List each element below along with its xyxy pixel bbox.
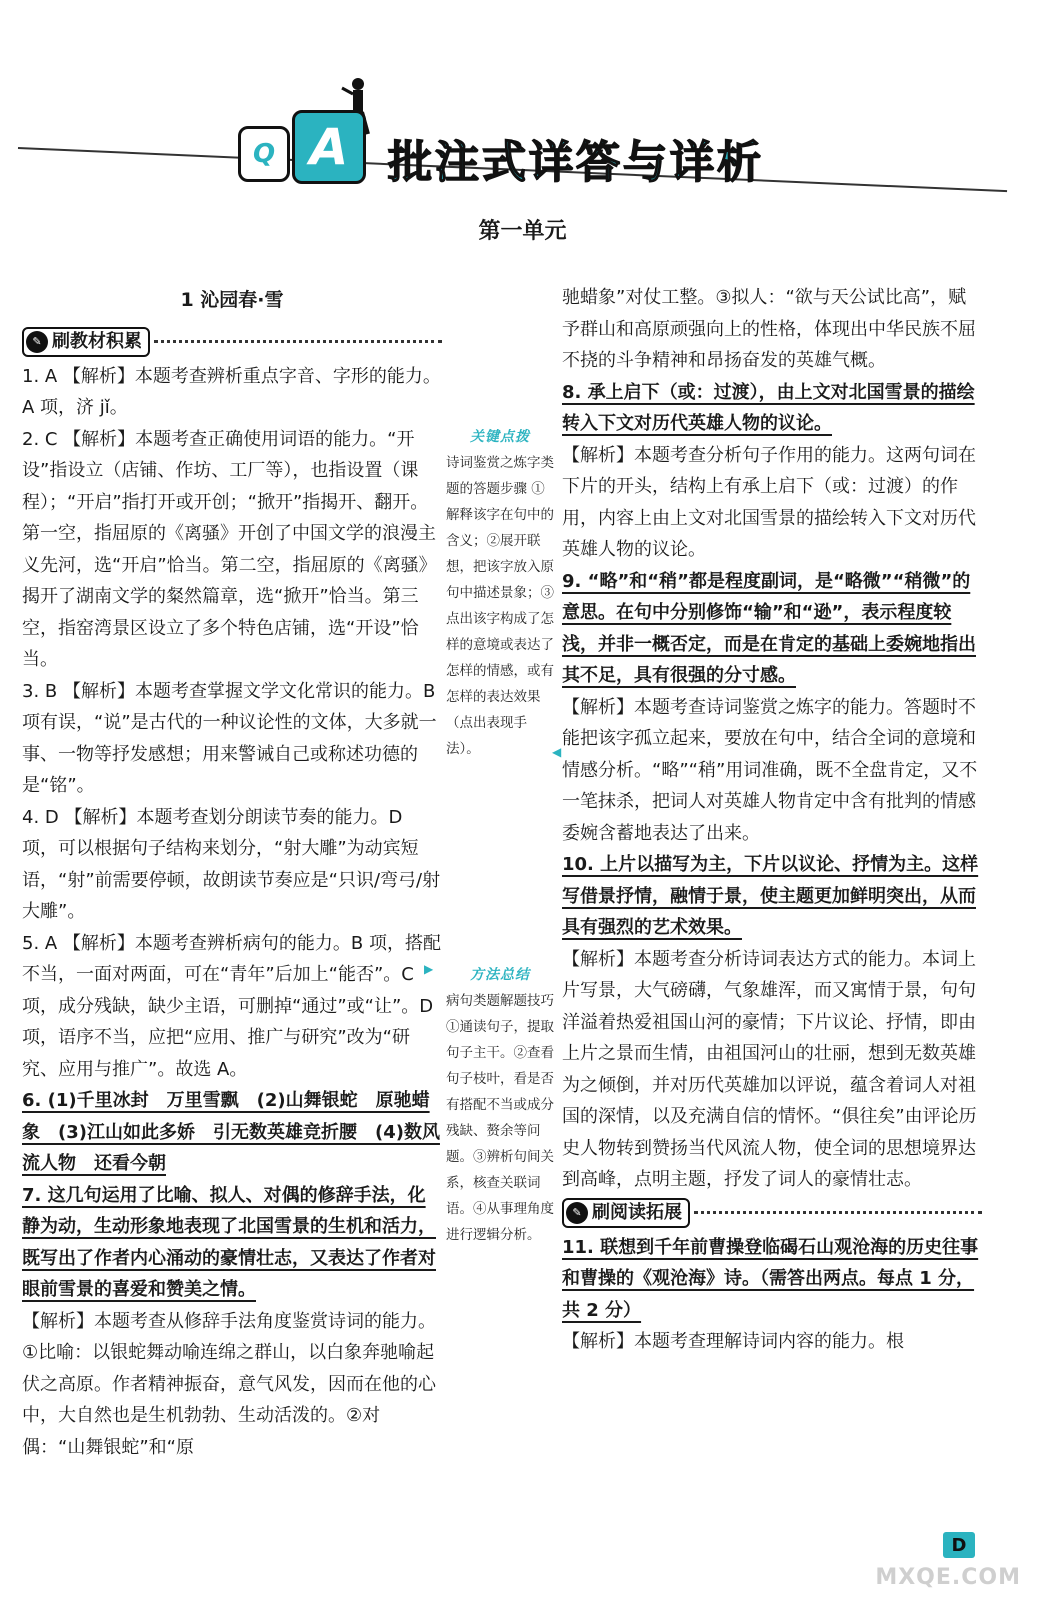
answer-10: 10. 上片以描写为主，下片以议论、抒情为主。这样写借景抒情，融情于景，使主题更加鲜明突出，从而具有强烈的艺术效果。 [562, 854, 979, 938]
analysis-8: 【解析】本题考查分析句子作用的能力。这两句词在下片的开头，结构上有承上启下（或：过渡）的作用，内容上由上文对北国雪景的描绘转入下文对历代英雄人物的议论。 [562, 444, 976, 560]
header-title: 批注式详答与详析 [388, 137, 764, 188]
left-column [22, 285, 442, 1463]
logo-q-bubble: Q [238, 126, 290, 182]
sidenote-key-tips-body: 诗词鉴赏之炼字类题的答题步骤 ①解释该字在句中的含义；②展开联想，把该字放入原句中描述景象；③点出该字构成了怎样的意境或表达了怎样的情感，或有怎样的表达效果（点出表现手法）。 [446, 455, 554, 757]
book-icon: ✎ [26, 331, 48, 353]
pointer-arrow-icon: ▶ [424, 962, 434, 976]
sidenote-key-tips [446, 424, 554, 762]
answer-4: 4. D 【解析】本题考查划分朗读节奏的能力。D 项，可以根据句子结构来划分，“射大雕”为动宾短语，“射”前需要停顿，故朗读节奏应是“只识/弯弓/射大雕”。 [22, 806, 441, 922]
textbook-section-header [22, 325, 442, 359]
answer-5: 5. A 【解析】本题考查辨析病句的能力。B 项，搭配不当，一面对两面，可在“青年”后加上“能否”。C 项，成分残缺，缺少主语，可删掉“通过”或“让”。D 项，语序不当，应把“应用、推广与研究”改为“研究、应用与推广”。故选 A。 [22, 932, 441, 1080]
analysis-7-continued: 驰蜡象”对仗工整。③拟人：“欲与天公试比高”，赋予群山和高原顽强向上的性格，体现出中华民族不屈不挠的斗争精神和昂扬奋发的英雄气概。 [562, 287, 976, 371]
logo-a-bubble: A [292, 110, 366, 184]
reading-section-header [562, 1196, 982, 1230]
page-number: D [943, 1532, 975, 1558]
lesson-title: 1 沁园春·雪 [180, 289, 284, 311]
answer-9: 9. “略”和“稍”都是程度副词，是“略微”“稍微”的意思。在句中分别修饰“输”和“逊”，表示程度较浅，并非一概否定，而是在肯定的基础上委婉地指出其不足，具有很强的分寸感。 [562, 570, 976, 686]
answer-6: 6. (1)千里冰封 万里雪飘 (2)山舞银蛇 原驰蜡象 (3)江山如此多娇 引无数英雄竞折腰 (4)数风流人物 还看今朝 [22, 1090, 440, 1174]
pointer-arrow-icon: ◀ [552, 745, 562, 759]
unit-title: 第一单元 [478, 219, 567, 244]
answer-7: 7. 这几句运用了比喻、拟人、对偶的修辞手法，化静为动，生动形象地表现了北国雪景的生机和活力，既写出了作者内心涌动的豪情壮志，又表达了作者对眼前雪景的喜爱和赞美之情。 [22, 1184, 436, 1300]
reading-badge [562, 1198, 690, 1228]
analysis-11: 【解析】本题考查理解诗词内容的能力。根 [562, 1331, 904, 1352]
analysis-10: 【解析】本题考查分析诗词表达方式的能力。本词上片写景，大气磅礴，气象雄浑，而又寓情于景，句句洋溢着热爱祖国山河的豪情；下片议论、抒情，即由上片之景而生情，由祖国河山的壮丽，想到无数英雄为之倾倒，并对历代英雄加以评说，蕴含着词人对祖国的深情，以及充满自信的情怀。“俱往矣”由评论历史人物转到赞扬当代风流人物，使全词的思想境界达到高峰，点明主题，抒发了词人的豪情壮志。 [562, 948, 977, 1190]
right-column [562, 282, 982, 1358]
answer-2: 2. C 【解析】本题考查正确使用词语的能力。“开设”指设立（店铺、作坊、工厂等），也指设置（课程）；“开启”指打开或开创；“掀开”指揭开、翻开。第一空，指屈原的《离骚》开创了中国文学的浪漫主义先河，选“开启”恰当。第二空，指屈原的《离骚》揭开了湖南文学的粲然篇章，选“掀开”恰当。第三空，指窑湾景区设立了多个特色店铺，选“开设”恰当。 [22, 428, 437, 670]
analysis-9: 【解析】本题考查诗词鉴赏之炼字的能力。答题时不能把该字孤立起来，要放在句中，结合全词的意境和情感分析。“略”“稍”用词准确，既不全盘肯定，又不一笔抹杀，把词人对英雄人物肯定中含有批判的情感委婉含蓄地表达了出来。 [562, 696, 978, 844]
answer-3: 3. B 【解析】本题考查掌握文学文化常识的能力。B 项有误，“说”是古代的一种议论性的文体，大多就一事、一物等抒发感想；用来警诫自己或称述功德的是“铭”。 [22, 680, 437, 796]
sidenote-method-head: 方法总结 [470, 967, 530, 983]
sidenote-method-body: 病句类题解题技巧 ①通读句子，提取句子主干。②查看句子枝叶，看是否有搭配不当或成分残缺、赘余等问题。③辨析句间关系，核查关联词语。④从事理角度进行逻辑分析。 [446, 993, 554, 1243]
reading-badge-label: 刷阅读拓展 [592, 1201, 682, 1223]
textbook-badge [22, 327, 150, 357]
sidenote-key-tips-head: 关键点拨 [470, 429, 530, 445]
answer-8: 8. 承上启下（或：过渡），由上文对北国雪景的描绘转入下文对历代英雄人物的议论。 [562, 381, 975, 434]
book-icon: ✎ [566, 1202, 588, 1224]
answer-11: 11. 联想到千年前曹操登临碣石山观沧海的历史往事和曹操的《观沧海》诗。（需答出两点。每点 1 分，共 2 分） [562, 1236, 979, 1321]
sidenote-method [446, 962, 554, 1248]
analysis-7: 【解析】本题考查从修辞手法角度鉴赏诗词的能力。①比喻：以银蛇舞动喻连绵之群山，以白象奔驰喻起伏之高原。作者精神振奋，意气风发，因而在他的心中，大自然也是生机勃勃、生动活泼的。②对偶：“山舞银蛇”和“原 [22, 1310, 436, 1458]
dotted-rule [154, 340, 442, 343]
watermark: MXQE.COM [875, 1565, 1021, 1590]
dotted-rule [694, 1211, 982, 1214]
answer-1: 1. A 【解析】本题考查辨析重点字音、字形的能力。A 项，济 jǐ。 [22, 365, 441, 418]
textbook-badge-label: 刷教材积累 [52, 330, 142, 352]
